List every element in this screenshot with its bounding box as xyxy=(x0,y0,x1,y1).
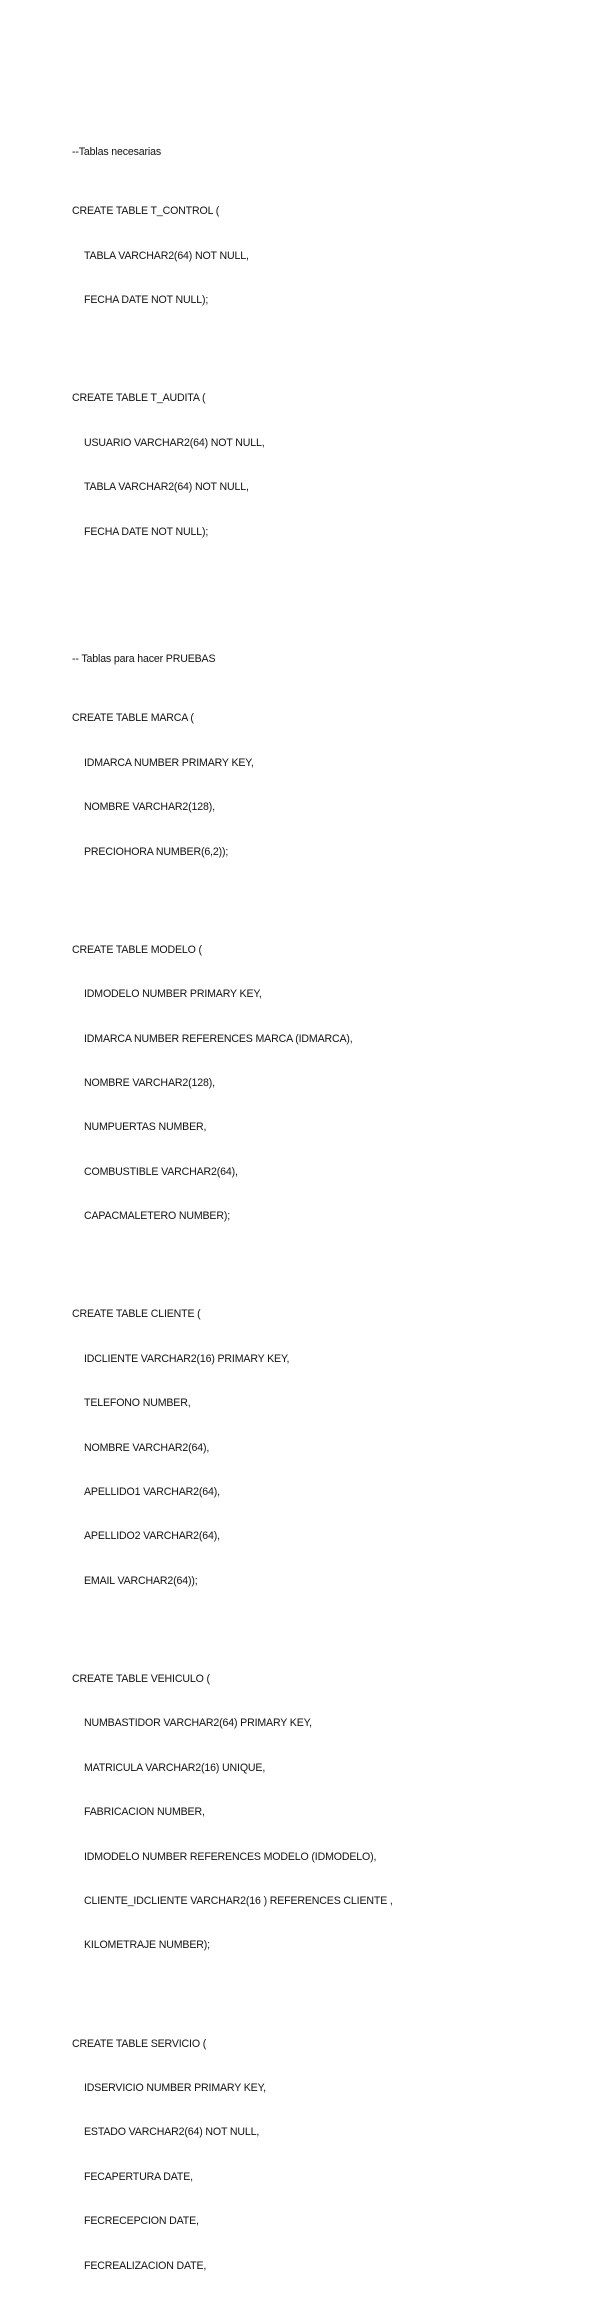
column-definition: IDCLIENTE VARCHAR2(16) PRIMARY KEY, xyxy=(84,1352,290,1365)
column-definition: KILOMETRAJE NUMBER); xyxy=(84,1939,210,1952)
section-comment: -- Tablas para hacer PRUEBAS xyxy=(72,653,216,666)
column-definition: CAPACMALETERO NUMBER); xyxy=(84,1210,231,1223)
column-definition: FECRECEPCION DATE, xyxy=(84,2215,199,2228)
blank-line xyxy=(72,1618,572,1628)
column-definition: NUMBASTIDOR VARCHAR2(64) PRIMARY KEY, xyxy=(84,1717,312,1730)
create-table-statement: CREATE TABLE MARCA ( xyxy=(72,712,194,725)
column-definition: FECREALIZACION DATE, xyxy=(84,2259,207,2272)
blank-line xyxy=(72,1254,572,1264)
column-definition: IDSERVICIO NUMBER PRIMARY KEY, xyxy=(84,2082,266,2095)
column-definition: IDMODELO NUMBER PRIMARY KEY, xyxy=(84,988,262,1001)
column-definition: FECHA DATE NOT NULL); xyxy=(84,525,209,538)
create-table-statement: CREATE TABLE VEHICULO ( xyxy=(72,1673,210,1686)
create-table-statement: CREATE TABLE CLIENTE ( xyxy=(72,1308,201,1321)
column-definition: NOMBRE VARCHAR2(64), xyxy=(84,1441,210,1454)
column-definition: USUARIO VARCHAR2(64) NOT NULL, xyxy=(84,436,265,449)
column-definition: TABLA VARCHAR2(64) NOT NULL, xyxy=(84,249,249,262)
column-definition: TELEFONO NUMBER, xyxy=(84,1397,191,1410)
column-definition: FECAPERTURA DATE, xyxy=(84,2170,193,2183)
blank-line xyxy=(72,1983,572,1993)
column-definition: FABRICACION NUMBER, xyxy=(84,1806,205,1819)
create-table-statement: CREATE TABLE T_AUDITA ( xyxy=(72,392,206,405)
column-definition: MATRICULA VARCHAR2(16) UNIQUE, xyxy=(84,1761,266,1774)
column-definition: TABLA VARCHAR2(64) NOT NULL, xyxy=(84,481,249,494)
column-definition: NOMBRE VARCHAR2(128), xyxy=(84,801,215,814)
blank-line xyxy=(72,338,572,348)
column-definition: IDMODELO NUMBER REFERENCES MODELO (IDMODELO), xyxy=(84,1850,377,1863)
column-definition: IDMARCA NUMBER REFERENCES MARCA (IDMARCA), xyxy=(84,1032,353,1045)
create-table-statement: CREATE TABLE SERVICIO ( xyxy=(72,2037,207,2050)
column-definition: FECHA DATE NOT NULL); xyxy=(84,294,209,307)
blank-line xyxy=(72,569,572,593)
column-definition: COMBUSTIBLE VARCHAR2(64), xyxy=(84,1165,238,1178)
column-definition: NOMBRE VARCHAR2(128), xyxy=(84,1077,215,1089)
column-definition: CLIENTE_IDCLIENTE VARCHAR2(16 ) REFERENCES CLIENTE , xyxy=(84,1895,393,1908)
column-definition: PRECIOHORA NUMBER(6,2)); xyxy=(84,845,229,858)
column-definition: APELLIDO1 VARCHAR2(64), xyxy=(84,1486,220,1499)
column-definition: NUMPUERTAS NUMBER, xyxy=(84,1121,207,1134)
column-definition: IDMARCA NUMBER PRIMARY KEY, xyxy=(84,756,254,769)
column-definition: ESTADO VARCHAR2(64) NOT NULL, xyxy=(84,2126,260,2139)
column-definition: APELLIDO2 VARCHAR2(64), xyxy=(84,1530,220,1543)
column-definition: EMAIL VARCHAR2(64)); xyxy=(84,1574,198,1587)
sql-code-listing xyxy=(72,86,572,2318)
blank-line xyxy=(72,889,572,899)
create-table-statement: CREATE TABLE T_CONTROL ( xyxy=(72,205,220,218)
section-comment: --Tablas necesarias xyxy=(72,146,162,159)
create-table-statement: CREATE TABLE MODELO ( xyxy=(72,943,202,956)
